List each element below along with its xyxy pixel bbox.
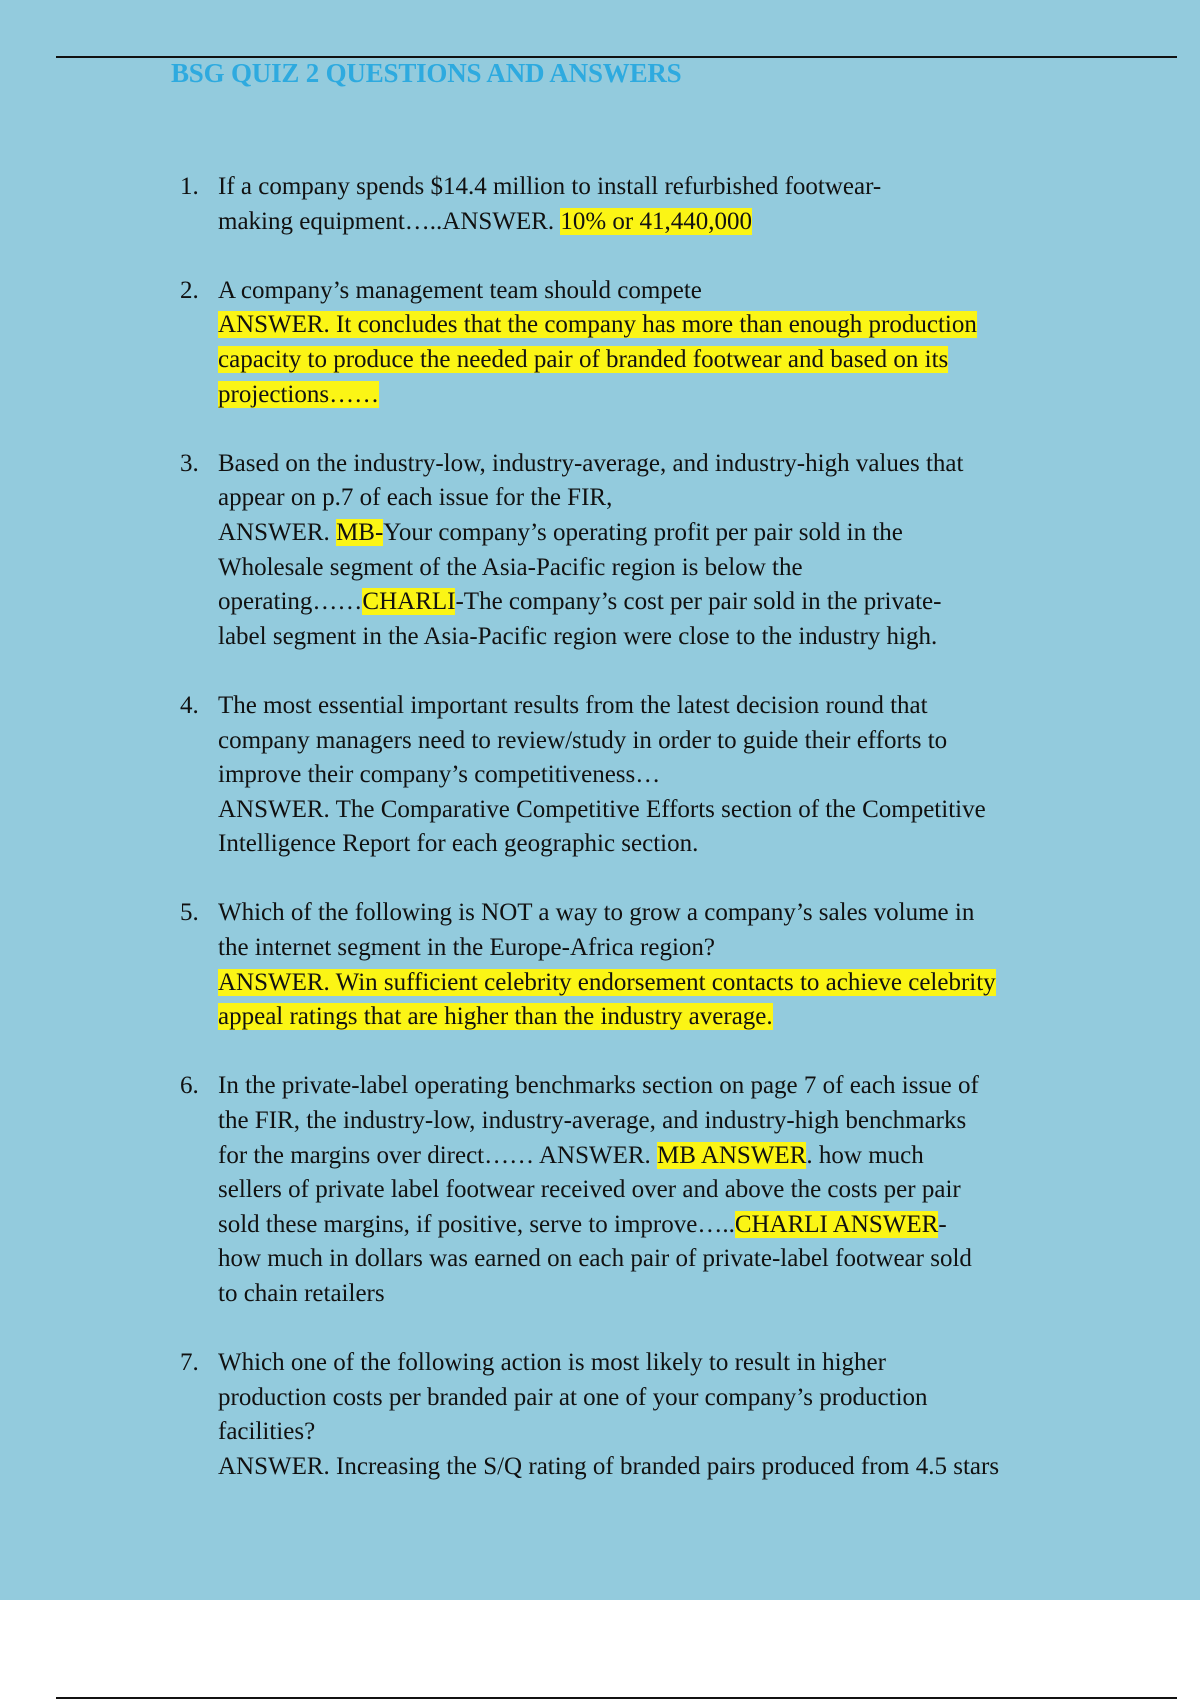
text-segment: appear on p.7 of each issue for the FIR, bbox=[218, 484, 613, 512]
text-segment: If a company spends $14.4 million to install refurbished footwear- bbox=[218, 173, 882, 200]
text-segment: label segment in the Asia-Pacific region were close to the industry high. bbox=[218, 622, 938, 650]
text-segment: Based on the industry-low, industry-average, and industry-high values that bbox=[218, 449, 964, 477]
text-segment: - bbox=[938, 1210, 947, 1238]
text-line bbox=[218, 170, 1118, 205]
text-line bbox=[218, 1277, 1118, 1312]
text-segment: how much in dollars was earned on each pair of private-label footwear sold bbox=[218, 1245, 972, 1273]
text-line bbox=[218, 1208, 1118, 1243]
text-segment: making equipment…..ANSWER. bbox=[218, 207, 561, 235]
question-number: 5. bbox=[180, 899, 199, 927]
question-list bbox=[0, 170, 1200, 1519]
text-line bbox=[218, 1104, 1118, 1139]
text-line bbox=[218, 724, 1118, 759]
text-line bbox=[218, 1173, 1118, 1208]
text-line bbox=[218, 827, 1118, 862]
question-text bbox=[218, 170, 1118, 239]
highlighted-answer: ANSWER. Win sufficient celebrity endorsement contacts to achieve celebrity bbox=[218, 968, 996, 996]
text-line bbox=[218, 620, 1118, 655]
highlighted-answer: projections…… bbox=[218, 380, 380, 408]
highlighted-answer: MB- bbox=[336, 518, 384, 546]
text-line bbox=[218, 931, 1118, 966]
text-segment: company managers need to review/study in order to guide their efforts to bbox=[218, 726, 948, 754]
question-item bbox=[0, 274, 1200, 412]
bottom-divider bbox=[56, 1697, 1177, 1699]
question-item bbox=[0, 689, 1200, 862]
text-line bbox=[218, 793, 1118, 828]
text-segment: operating…… bbox=[218, 588, 363, 616]
text-segment: ANSWER. bbox=[218, 518, 337, 546]
question-number: 1. bbox=[180, 173, 199, 200]
text-segment: A company’s management team should compete bbox=[218, 276, 702, 304]
text-line bbox=[218, 343, 1118, 378]
text-line bbox=[218, 1346, 1118, 1381]
question-text bbox=[218, 1069, 1118, 1311]
text-line bbox=[218, 516, 1118, 551]
text-segment: ANSWER. Increasing the S/Q rating of branded pairs produced from 4.5 stars bbox=[218, 1452, 1000, 1480]
text-line bbox=[218, 1069, 1118, 1104]
text-line bbox=[218, 308, 1118, 343]
text-segment: Which of the following is NOT a way to grow a company’s sales volume in bbox=[218, 899, 975, 927]
text-segment: to chain retailers bbox=[218, 1280, 385, 1307]
text-line bbox=[218, 896, 1118, 931]
text-segment: Intelligence Report for each geographic section. bbox=[218, 830, 699, 858]
question-text bbox=[218, 689, 1118, 862]
text-line bbox=[218, 481, 1118, 516]
highlighted-answer: appeal ratings that are higher than the industry average. bbox=[218, 1003, 773, 1031]
question-item bbox=[0, 1346, 1200, 1484]
question-number: 3. bbox=[180, 449, 199, 477]
highlighted-answer: 10% or 41,440,000 bbox=[560, 207, 752, 235]
text-segment: sellers of private label footwear received over and above the costs per pair bbox=[218, 1176, 961, 1204]
text-line bbox=[218, 966, 1118, 1001]
text-line bbox=[218, 1450, 1118, 1485]
question-item bbox=[0, 170, 1200, 239]
highlighted-answer: CHARLI ANSWER bbox=[734, 1210, 939, 1238]
highlighted-answer: capacity to produce the needed pair of branded footwear and based on its bbox=[218, 345, 949, 373]
question-number: 6. bbox=[180, 1072, 199, 1100]
question-text bbox=[218, 274, 1118, 412]
text-segment: Your company’s operating profit per pair sold in the bbox=[383, 518, 903, 546]
question-text bbox=[218, 447, 1118, 655]
question-number: 2. bbox=[180, 276, 199, 304]
question-item bbox=[0, 447, 1200, 655]
text-segment: the FIR, the industry-low, industry-average, and industry-high benchmarks bbox=[218, 1107, 967, 1135]
text-segment: the internet segment in the Europe-Africa region? bbox=[218, 934, 716, 962]
text-segment: production costs per branded pair at one of your company’s production bbox=[218, 1383, 928, 1411]
document-title: BSG QUIZ 2 QUESTIONS AND ANSWERS bbox=[171, 58, 682, 88]
text-segment: The most essential important results from the latest decision round that bbox=[218, 691, 928, 719]
text-segment: improve their company’s competitiveness… bbox=[218, 761, 661, 789]
text-segment: ANSWER. The Comparative Competitive Efforts section of the Competitive bbox=[218, 795, 986, 823]
text-line bbox=[218, 758, 1118, 793]
question-item bbox=[0, 896, 1200, 1034]
text-line bbox=[218, 274, 1118, 309]
text-segment: In the private-label operating benchmarks section on page 7 of each issue of bbox=[218, 1072, 979, 1100]
text-line bbox=[218, 205, 1118, 240]
text-segment: sold these margins, if positive, serve to improve….. bbox=[218, 1210, 735, 1238]
text-line bbox=[218, 1000, 1118, 1035]
question-number: 4. bbox=[180, 691, 199, 719]
question-number: 7. bbox=[180, 1349, 199, 1377]
text-segment: for the margins over direct…… ANSWER. bbox=[218, 1141, 658, 1169]
question-text bbox=[218, 1346, 1118, 1484]
text-segment: Which one of the following action is most likely to result in higher bbox=[218, 1349, 886, 1377]
question-text bbox=[218, 896, 1118, 1034]
question-item bbox=[0, 1069, 1200, 1311]
text-line bbox=[218, 447, 1118, 482]
highlighted-answer: ANSWER. It concludes that the company has more than enough production bbox=[218, 311, 977, 339]
text-line bbox=[218, 689, 1118, 724]
highlighted-answer: CHARLI bbox=[362, 588, 456, 616]
text-line bbox=[218, 585, 1118, 620]
text-segment: . how much bbox=[806, 1141, 924, 1169]
text-line bbox=[218, 1381, 1118, 1416]
text-line bbox=[218, 1415, 1118, 1450]
text-line bbox=[218, 378, 1118, 413]
text-line bbox=[218, 551, 1118, 586]
highlighted-answer: MB ANSWER bbox=[657, 1141, 807, 1169]
text-segment: facilities? bbox=[218, 1418, 316, 1446]
text-segment: Wholesale segment of the Asia-Pacific region is below the bbox=[218, 553, 803, 581]
text-line bbox=[218, 1242, 1118, 1277]
text-segment: -The company’s cost per pair sold in the private- bbox=[455, 588, 942, 616]
text-line bbox=[218, 1139, 1118, 1174]
